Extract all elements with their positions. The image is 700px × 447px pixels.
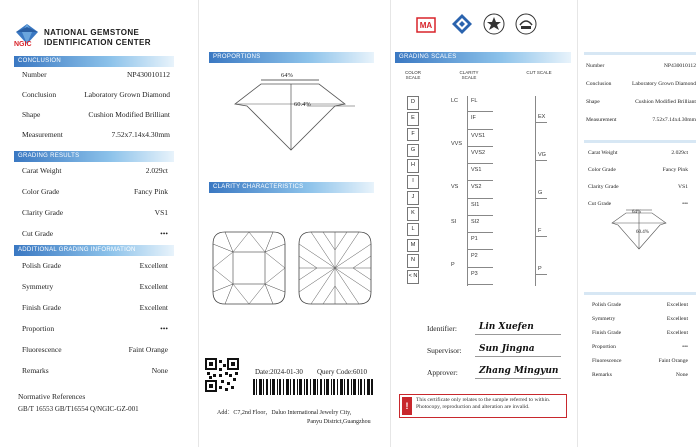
cut-grade-label: VG	[538, 152, 546, 158]
row-value: •••	[160, 324, 168, 333]
cut-scale-title: CUT SCALE	[526, 70, 552, 75]
clarity-scale	[451, 96, 501, 286]
row-value: Laboratory Grown Diamond	[84, 90, 170, 99]
query-code: Query Code:6010	[317, 368, 367, 376]
clarity-tick	[467, 163, 493, 164]
row-value: NP430010112	[663, 63, 696, 69]
row-value: 7.52x7.14x4.30mm	[111, 130, 170, 139]
notice-text: This certificate only relates to the sample referred to within. Photocopy, reproduction and alteration are invalid.	[416, 397, 551, 410]
summary-mid-rule	[584, 140, 696, 143]
crown-plot-diagram	[211, 230, 287, 306]
signature-name: Lin Xuefen	[479, 322, 534, 332]
row-value: NP430010112	[126, 70, 170, 79]
clarity-axis	[467, 96, 468, 286]
row-value: VS1	[678, 184, 688, 190]
row-label: Measurement	[586, 117, 617, 123]
clarity-tick	[467, 215, 493, 216]
color-grade-cell: N	[407, 254, 419, 268]
clarity-grade-label: SI1	[471, 201, 480, 208]
signature-role: Identifier:	[427, 324, 457, 333]
color-grade-cell: I	[407, 175, 419, 189]
summary-table-percent: 64%	[632, 210, 642, 215]
row-value: Faint Orange	[658, 358, 688, 364]
row-label: Remarks	[592, 372, 612, 378]
normative-title: Normative References	[18, 392, 86, 401]
row-label: Carat Weight	[22, 166, 62, 175]
signature-line	[475, 356, 561, 357]
clarity-grade-label: VS1	[471, 167, 482, 174]
signature-name: Zhang Mingyun	[479, 366, 559, 376]
cut-grade-label: F	[538, 228, 542, 234]
color-grade-cell: H	[407, 159, 419, 173]
cut-tick	[535, 274, 547, 275]
row-value: 7.52x7.14x4.30mm	[652, 117, 696, 123]
row-label: Measurement	[22, 130, 63, 139]
ma-mark-icon	[415, 14, 437, 34]
clarity-grade-label: VS2	[471, 184, 482, 191]
color-grade-cell: D	[407, 96, 419, 110]
row-label: Number	[22, 70, 47, 79]
row-value: Excellent	[666, 316, 688, 322]
panel-scales	[391, 0, 576, 447]
clarity-group-label: P	[451, 262, 455, 269]
cut-grade-label: EX	[538, 114, 546, 120]
row-label: Fluorescence	[22, 345, 62, 354]
row-value: None	[151, 366, 168, 375]
row-value: Fancy Pink	[134, 187, 168, 196]
signature-line	[475, 378, 561, 379]
section-grading-scales: GRADING SCALES	[395, 52, 571, 63]
clarity-grade-label: SI2	[471, 218, 480, 225]
row-label: Proportion	[592, 344, 616, 350]
row-value: Laboratory Grown Diamond	[631, 81, 696, 87]
color-scale-title: COLOR SCALE	[404, 70, 421, 80]
cut-tick	[535, 122, 547, 123]
summary-depth-percent: 60.4%	[636, 230, 649, 235]
row-label: Number	[586, 63, 605, 69]
row-value: 2.029ct	[671, 150, 688, 156]
color-grade-cell: J	[407, 191, 419, 205]
row-value: 2.029ct	[145, 166, 168, 175]
row-value: Excellent	[139, 282, 168, 291]
row-label: Clarity Grade	[22, 208, 64, 217]
clarity-tick	[467, 129, 493, 130]
clarity-grade-label: VVS1	[471, 132, 486, 139]
row-label: Proportion	[22, 324, 55, 333]
row-label: Carat Weight	[588, 150, 618, 156]
row-value: Cushion Modified Brilliant	[635, 99, 696, 105]
color-grade-cell: M	[407, 239, 419, 253]
summary-top-rule	[584, 52, 696, 55]
org-name-line2: IDENTIFICATION CENTER	[44, 38, 151, 47]
row-value: Excellent	[139, 261, 168, 270]
warning-icon: !	[402, 397, 412, 415]
row-label: Symmetry	[22, 282, 54, 291]
pavilion-plot-diagram	[297, 230, 373, 306]
row-label: Cut Grade	[588, 201, 612, 207]
clarity-grade-label: P1	[471, 236, 478, 243]
row-label: Cut Grade	[22, 229, 54, 238]
row-label: Polish Grade	[22, 261, 61, 270]
row-label: Fluorescence	[592, 358, 622, 364]
clarity-tick	[467, 111, 493, 112]
color-grade-cell: E	[407, 112, 419, 126]
qr-code	[205, 358, 239, 392]
clarity-tick	[467, 232, 493, 233]
clarity-group-label: SI	[451, 218, 457, 225]
row-value: Excellent	[666, 302, 688, 308]
cut-axis	[535, 96, 536, 286]
row-value: VS1	[154, 208, 168, 217]
cnas-mark-icon	[515, 13, 537, 40]
clarity-tick	[467, 267, 493, 268]
signature-role: Supervisor:	[427, 346, 462, 355]
color-grade-cell: L	[407, 223, 419, 237]
table-percent: 64%	[281, 72, 293, 79]
address-line2: Panyu District,Guangzhou	[307, 419, 371, 425]
cut-grade-label: P	[538, 266, 542, 272]
section-clarity-characteristics: CLARITY CHARACTERISTICS	[209, 182, 374, 193]
clarity-group-label: LC	[451, 98, 459, 104]
color-grade-cell: F	[407, 128, 419, 142]
row-label: Clarity Grade	[588, 184, 619, 190]
row-value: Excellent	[666, 330, 688, 336]
row-label: Symmetry	[592, 316, 616, 322]
barcode	[253, 379, 373, 395]
color-scale	[407, 96, 421, 286]
row-label: Finish Grade	[22, 303, 61, 312]
diamond-mark-icon	[451, 13, 473, 40]
row-value: Fancy Pink	[662, 167, 688, 173]
cut-tick	[535, 160, 547, 161]
section-conclusion: CONCLUSION	[14, 56, 174, 67]
row-label: Polish Grade	[592, 302, 622, 308]
section-additional: ADDITIONAL GRADING INFORMATION	[14, 245, 174, 256]
panel-summary	[578, 0, 700, 447]
cut-scale	[533, 96, 553, 286]
row-value: •••	[682, 344, 688, 350]
org-name-line1: NATIONAL GEMSTONE	[44, 28, 140, 37]
row-value: Excellent	[139, 303, 168, 312]
ngic-logo	[14, 24, 40, 50]
row-value: •••	[160, 229, 168, 238]
signature-line	[475, 334, 561, 335]
clarity-grade-label: FL	[471, 98, 478, 104]
cut-tick	[535, 236, 547, 237]
row-value: Faint Orange	[128, 345, 168, 354]
color-grade-cell: G	[407, 144, 419, 158]
row-label: Shape	[22, 110, 41, 119]
row-label: Color Grade	[588, 167, 616, 173]
summary-low-rule	[584, 292, 696, 295]
row-label: Finish Grade	[592, 330, 622, 336]
star-mark-icon	[483, 13, 505, 40]
section-proportions: PROPORTIONS	[209, 52, 374, 63]
cut-tick	[535, 198, 547, 199]
row-value: Cushion Modified Brilliant	[88, 110, 170, 119]
row-label: Shape	[586, 99, 600, 105]
notice-box	[399, 394, 567, 418]
row-value: None	[675, 372, 688, 378]
normative-text: GB/T 16553 GB/T16554 Q/NGIC-GZ-001	[18, 405, 139, 413]
panel-main	[0, 0, 198, 447]
clarity-grade-label: IF	[471, 115, 476, 122]
row-label: Color Grade	[22, 187, 60, 196]
clarity-tick	[467, 249, 493, 250]
clarity-tick	[467, 198, 493, 199]
clarity-scale-title: CLARITY SCALE	[459, 70, 479, 80]
depth-percent: 60.4%	[294, 101, 311, 108]
svg-text:MA: MA	[419, 21, 433, 30]
clarity-tick	[467, 284, 493, 285]
row-label: Conclusion	[586, 81, 612, 87]
color-grade-cell: K	[407, 207, 419, 221]
row-label: Remarks	[22, 366, 49, 375]
logo-text: NGIC	[14, 41, 32, 48]
section-grading-results: GRADING RESULTS	[14, 151, 174, 162]
clarity-grade-label: VVS2	[471, 149, 486, 156]
signature-name: Sun Jingna	[479, 344, 535, 354]
proportion-diagram	[221, 68, 361, 158]
row-label: Conclusion	[22, 90, 57, 99]
panel-diagrams	[199, 0, 389, 447]
address-line1: Add：C7,2nd Floor，Daluo International Jewelry City,	[217, 410, 352, 416]
issue-date: Date:2024-01-30	[255, 368, 303, 376]
clarity-tick	[467, 146, 493, 147]
signature-role: Approver:	[427, 368, 458, 377]
row-value: •••	[682, 201, 688, 207]
clarity-grade-label: P3	[471, 270, 478, 277]
cut-grade-label: G	[538, 190, 543, 196]
clarity-tick	[467, 180, 493, 181]
clarity-grade-label: P2	[471, 253, 478, 260]
clarity-group-label: VS	[451, 184, 459, 191]
color-grade-cell: < N	[407, 270, 419, 284]
clarity-group-label: VVS	[451, 141, 463, 148]
